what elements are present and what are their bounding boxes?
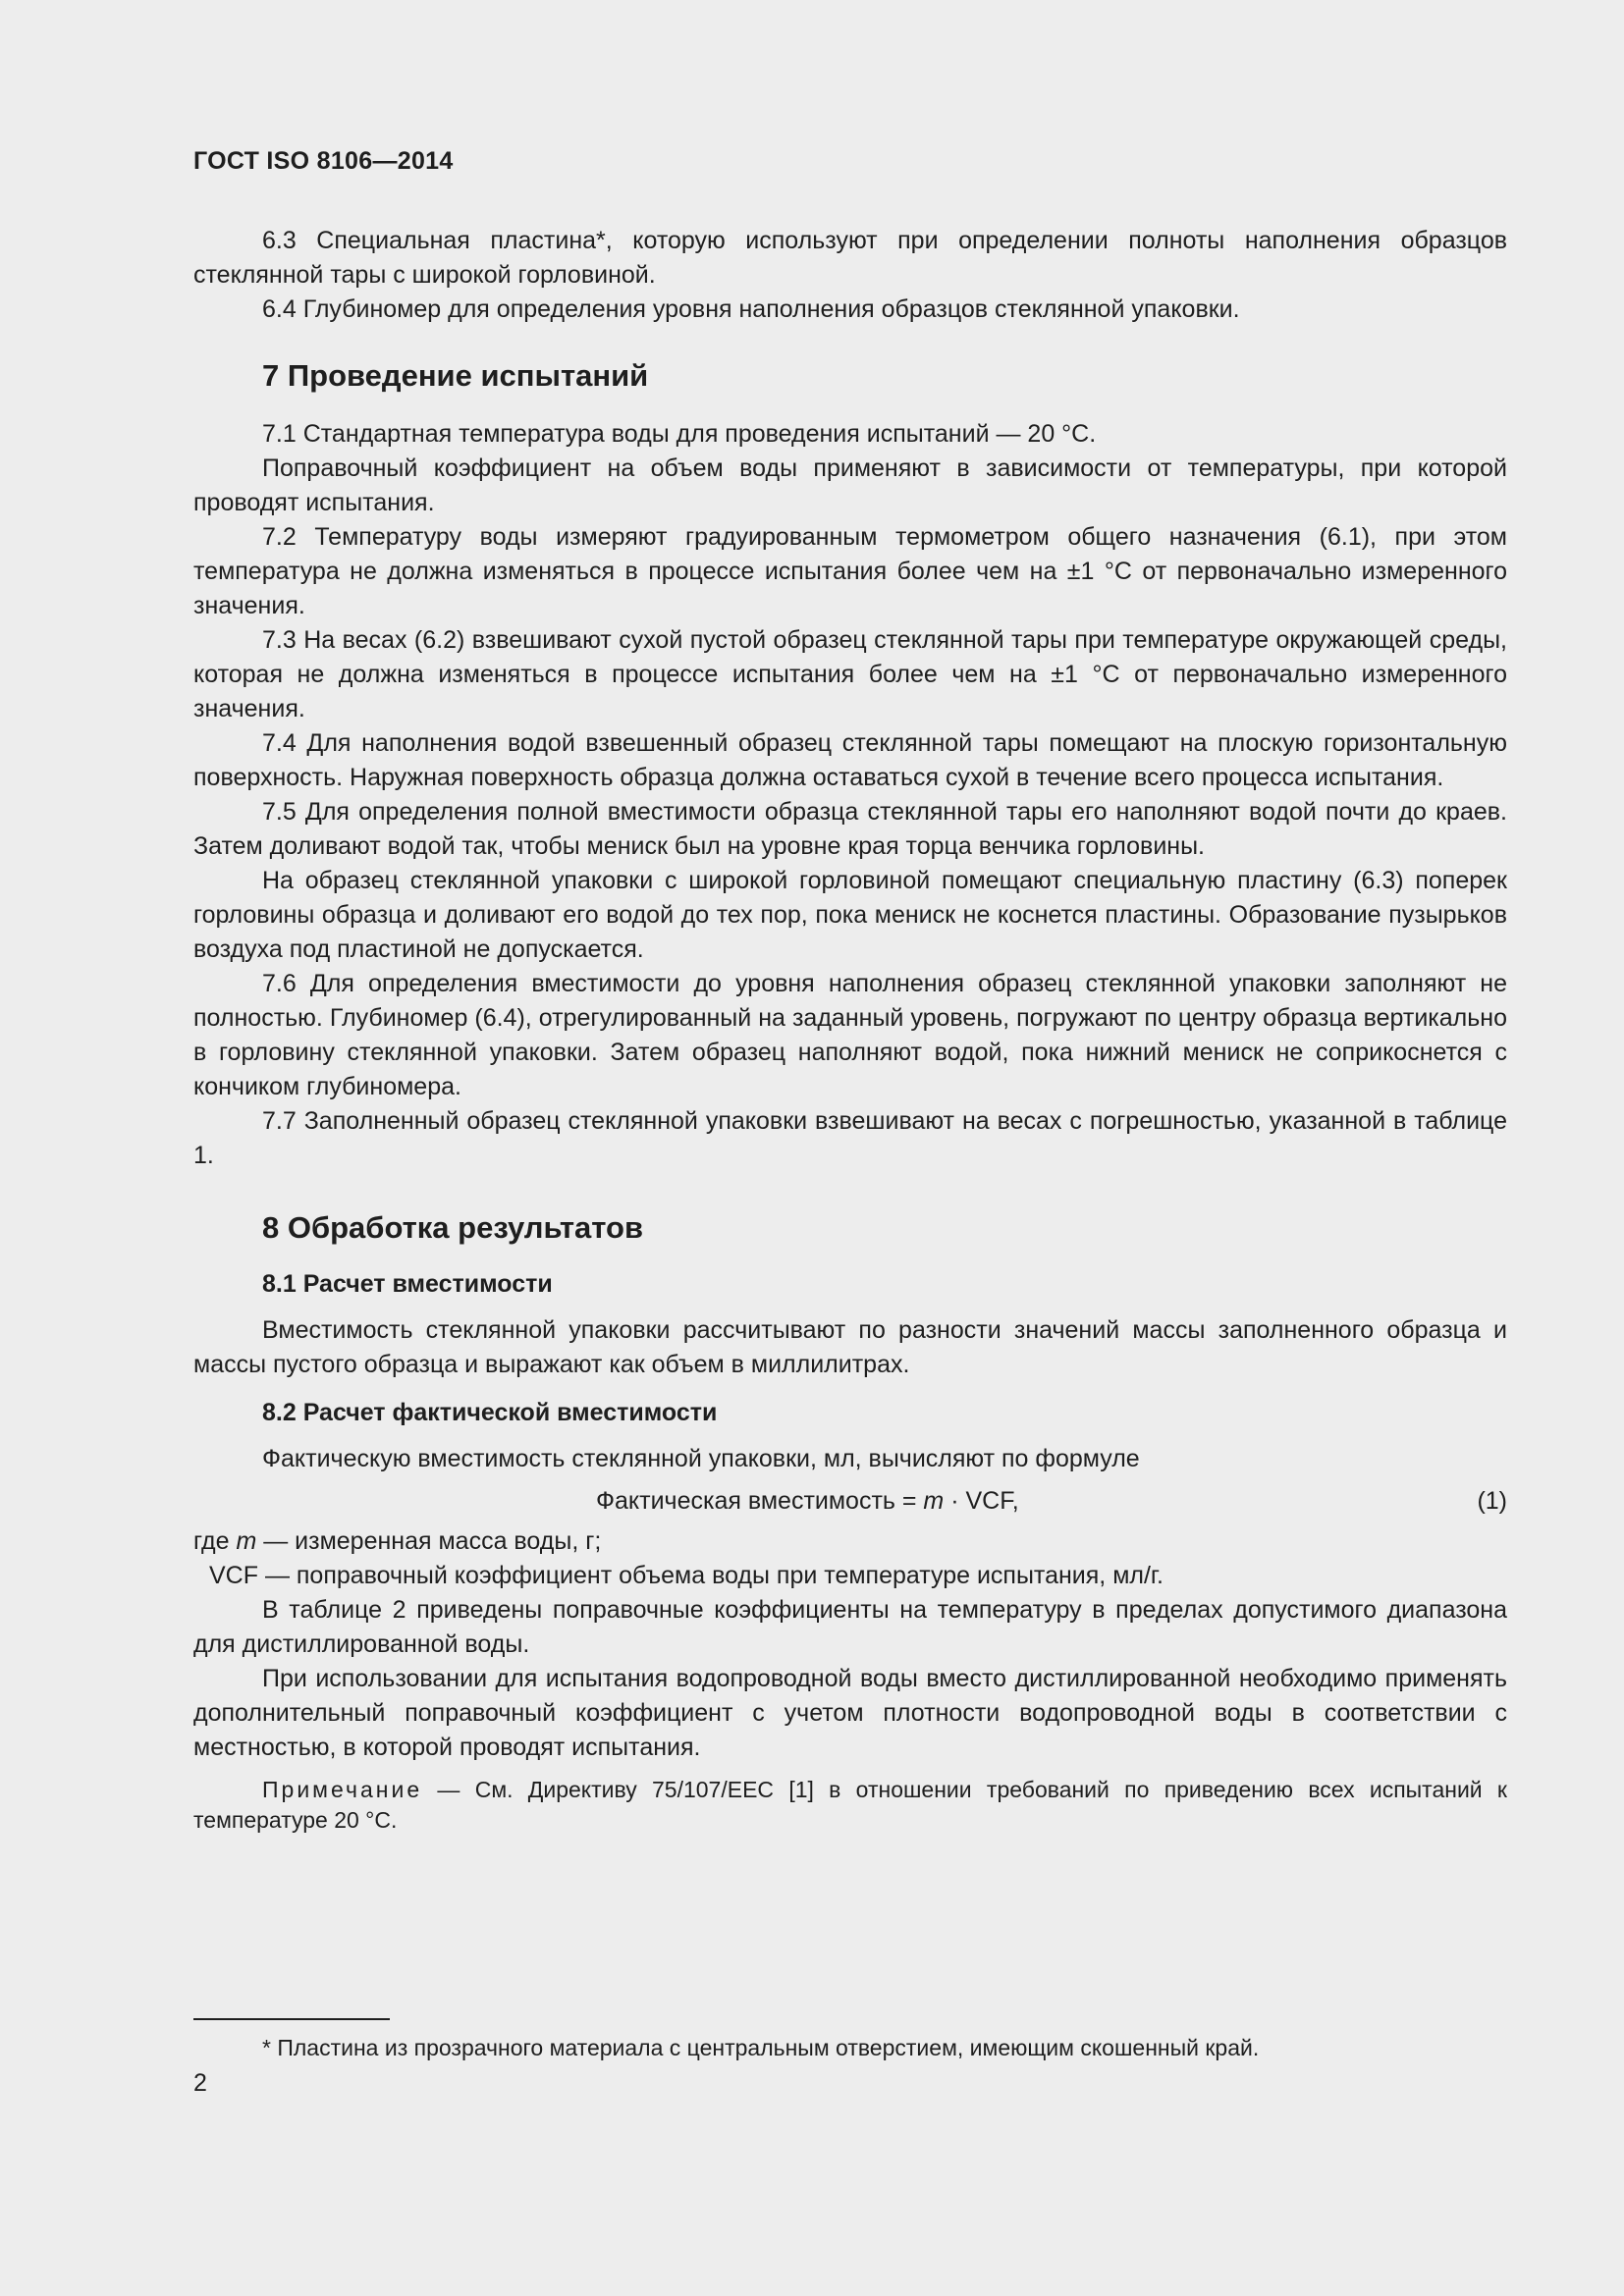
subsection-8-2-title: 8.2 Расчет фактической вместимости bbox=[262, 1399, 718, 1426]
paragraph-7-2: 7.2 Температуру воды измеряют градуированным термометром общего назначения (6.1), при этом температура не должна изменяться в процессе испытания более чем на ±1 °С от первоначально измеренного значения. bbox=[193, 523, 1507, 619]
paragraph-7-4: 7.4 Для наполнения водой взвешенный образец стеклянной тары помещают на плоскую горизонтальную поверхность. Наружная поверхность образца должна оставаться сухой в течение всего процесса испытания. bbox=[193, 729, 1507, 791]
note-label: Примечание bbox=[262, 1777, 423, 1802]
formula-number: (1) bbox=[1477, 1487, 1507, 1515]
section-8-title: 8 Обработка результатов bbox=[262, 1210, 644, 1245]
footnote: * Пластина из прозрачного материала с центральным отверстием, имеющим скошенный край. bbox=[262, 2035, 1260, 2060]
formula-rhs: · VCF, bbox=[944, 1487, 1019, 1515]
formula-lhs: Фактическая вместимость = bbox=[596, 1487, 924, 1515]
note bbox=[193, 1775, 1507, 1836]
formula-1 bbox=[193, 1484, 1507, 1519]
paragraph-7-1: 7.1 Стандартная температура воды для проведения испытаний — 20 °С. bbox=[262, 420, 1097, 448]
paragraph-table-2: В таблице 2 приведены поправочные коэффициенты на температуру в пределах допустимого диапазона для дистиллированной воды. bbox=[193, 1596, 1507, 1658]
where-m-line bbox=[193, 1524, 1507, 1559]
footnote-divider bbox=[193, 2018, 390, 2020]
paragraph-7-5: 7.5 Для определения полной вместимости образца стеклянной тары его наполняют водой почти до краев. Затем доливают водой так, чтобы мениск был на уровне края торца венчика горловины. bbox=[193, 798, 1507, 860]
subsection-8-1-title: 8.1 Расчет вместимости bbox=[262, 1270, 553, 1298]
where-vcf-line: VCF — поправочный коэффициент объема воды при температуре испытания, мл/г. bbox=[209, 1562, 1164, 1589]
where-var-m: m bbox=[236, 1527, 257, 1555]
page-number: 2 bbox=[193, 2069, 207, 2097]
paragraph-7-7: 7.7 Заполненный образец стеклянной упаковки взвешивают на весах с погрешностью, указанной в таблице 1. bbox=[193, 1107, 1507, 1169]
formula-var-m: m bbox=[923, 1487, 945, 1515]
paragraph-6-4: 6.4 Глубиномер для определения уровня наполнения образцов стеклянной упаковки. bbox=[262, 295, 1240, 323]
paragraph-7-5-cont: На образец стеклянной упаковки с широкой горловиной помещают специальную пластину (6.3) поперек горловины образца и доливают его водой до тех пор, пока мениск не коснется пластины. Образование пузырьков воздуха под пластиной не допускается. bbox=[193, 867, 1507, 963]
paragraph-8-1: Вместимость стеклянной упаковки рассчитывают по разности значений массы заполненного образца и массы пустого образца и выражают как объем в миллилитрах. bbox=[193, 1316, 1507, 1378]
paragraph-7-3: 7.3 На весах (6.2) взвешивают сухой пустой образец стеклянной тары при температуре окружающей среды, которая не должна изменяться в процессе испытания более чем на ±1 °С от первоначально измеренного значения. bbox=[193, 626, 1507, 722]
where-m-text: — измеренная масса воды, г; bbox=[256, 1527, 602, 1555]
document-body bbox=[193, 224, 1507, 1836]
where-prefix: где bbox=[193, 1527, 237, 1555]
paragraph-6-3: 6.3 Специальная пластина*, которую используют при определении полноты наполнения образцов стеклянной тары с широкой горловиной. bbox=[193, 227, 1507, 289]
formula-expression bbox=[596, 1484, 1019, 1519]
section-7-title: 7 Проведение испытаний bbox=[262, 358, 649, 393]
paragraph-7-1-cont: Поправочный коэффициент на объем воды применяют в зависимости от температуры, при которой проводят испытания. bbox=[193, 454, 1507, 516]
paragraph-7-6: 7.6 Для определения вместимости до уровня наполнения образец стеклянной упаковки заполняют не полностью. Глубиномер (6.4), отрегулированный на заданный уровень, погружают по центру образца вертикально в горловину стеклянной упаковки. Затем образец наполняют водой, пока нижний мениск не соприкоснется с кончиком глубиномера. bbox=[193, 970, 1507, 1100]
note-text: — См. Директиву 75/107/ЕЕС [1] в отношении требований по приведению всех испытаний к температуре 20 °С. bbox=[193, 1777, 1507, 1833]
paragraph-8-2-intro: Фактическую вместимость стеклянной упаковки, мл, вычисляют по формуле bbox=[262, 1445, 1140, 1472]
paragraph-tap-water: При использовании для испытания водопроводной воды вместо дистиллированной необходимо применять дополнительный поправочный коэффициент с учетом плотности водопроводной воды в соответствии с местностью, в которой проводят испытания. bbox=[193, 1665, 1507, 1761]
document-header: ГОСТ ISO 8106—2014 bbox=[193, 147, 454, 175]
